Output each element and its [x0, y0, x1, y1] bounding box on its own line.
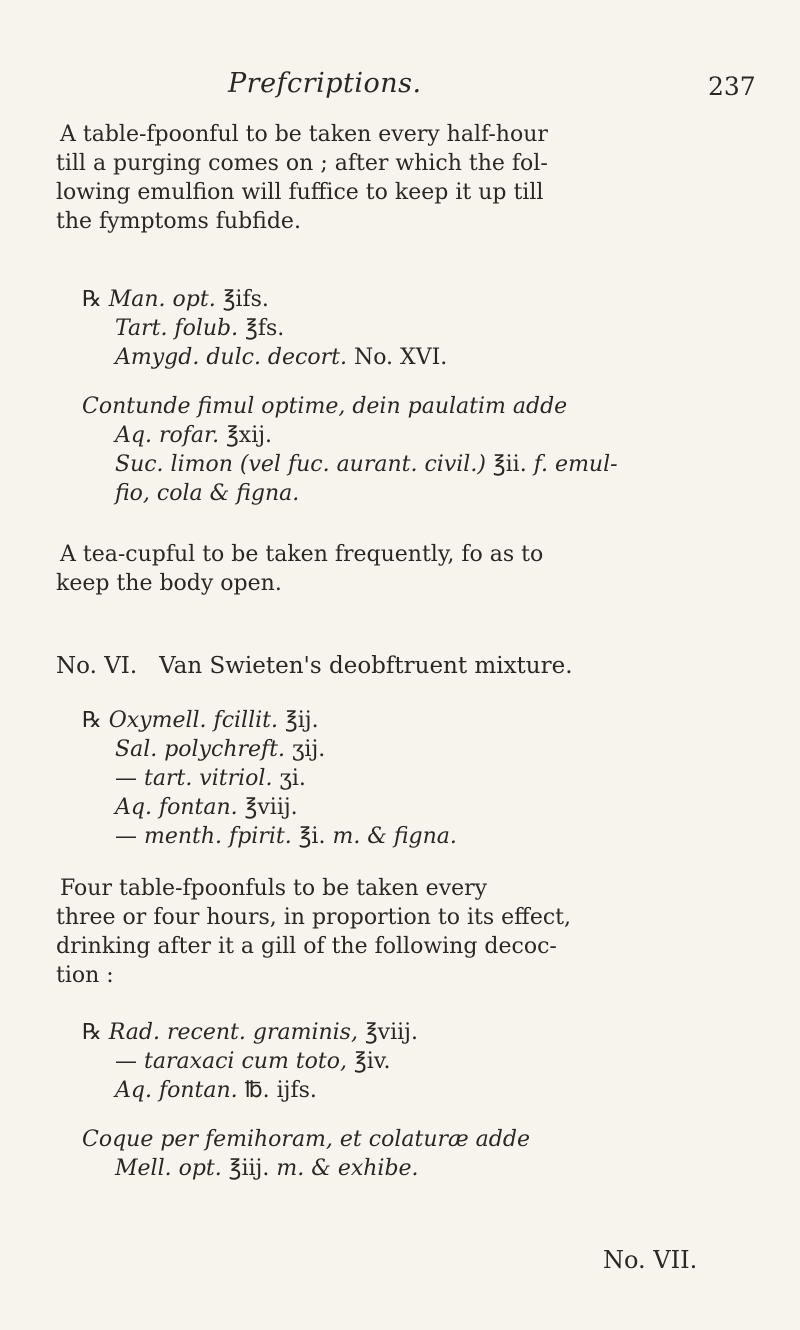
running-title: Prefcriptions. — [228, 68, 422, 99]
quantity: ʒij. — [292, 737, 326, 762]
running-head — [0, 68, 800, 108]
paragraph-line: till a purging comes on ; after which the fol- — [56, 151, 548, 176]
ingredient: Aq. fontan. — [115, 795, 238, 820]
rx-line — [115, 421, 272, 450]
paragraph-line: lowing emulfion will fuffice to keep it up till — [56, 180, 544, 205]
rx-line — [115, 1076, 317, 1105]
section-heading: No. VI. Van Swieten's deobftruent mixture. — [56, 653, 573, 679]
ingredient: menth. fpirit. — [144, 824, 292, 849]
paragraph-line: three or four hours, in proportion to its effect, — [56, 905, 571, 930]
paragraph-line: tion : — [56, 963, 114, 988]
ingredient: Man. opt. — [108, 287, 216, 312]
rx-line — [115, 1154, 419, 1183]
ingredient: Amygd. dulc. decort. — [115, 345, 347, 370]
quantity: ℥viij. — [244, 795, 298, 820]
paragraph-line: A table-fpoonful to be taken every half-hour — [60, 122, 548, 147]
ingredient: Oxymell. fcillit. — [108, 708, 278, 733]
rx-line — [82, 285, 269, 314]
catchword: No. VII. — [603, 1246, 698, 1274]
quantity: ℔. ijfs. — [244, 1078, 317, 1103]
instruction: f. emul- — [533, 452, 618, 477]
quantity: ℥ij. — [285, 708, 319, 733]
rx-instruction — [82, 392, 567, 421]
instruction: Coque per femihoram, et colaturæ adde — [82, 1127, 530, 1152]
ingredient: Aq. rofar. — [115, 423, 220, 448]
ingredient: Aq. fontan. — [115, 1078, 238, 1103]
paragraph-line: drinking after it a gill of the following decoc- — [56, 934, 557, 959]
ingredient: Suc. limon (vel fuc. aurant. civil.) — [115, 452, 486, 477]
paragraph-2 — [56, 540, 746, 598]
rx-line — [115, 343, 447, 372]
recipe-symbol: ℞ — [82, 708, 102, 733]
paragraph-line: A tea-cupful to be taken frequently, fo as to — [60, 542, 544, 567]
ditto-dash: — — [115, 766, 137, 791]
instruction: Contunde fimul optime, dein paulatim adde — [82, 394, 568, 419]
quantity: ℥fs. — [245, 316, 285, 341]
ingredient: Mell. opt. — [115, 1156, 222, 1181]
page-number: 237 — [708, 72, 756, 101]
quantity: ℥ii. — [492, 452, 527, 477]
instruction: m. & figna. — [332, 824, 457, 849]
rx-line — [82, 706, 319, 735]
paragraph-line: the fymptoms fubfide. — [56, 209, 301, 234]
ingredient: Tart. folub. — [115, 316, 239, 341]
paragraph-1 — [56, 120, 746, 236]
ditto-dash: — — [115, 824, 137, 849]
rx-line — [115, 735, 325, 764]
instruction: m. & exhibe. — [276, 1156, 419, 1181]
recipe-symbol: ℞ — [82, 287, 102, 312]
recipe-symbol: ℞ — [82, 1020, 102, 1045]
ingredient: Sal. polychreft. — [115, 737, 286, 762]
quantity: No. XVI. — [353, 345, 448, 370]
rx-instruction — [82, 1125, 530, 1154]
rx-line — [115, 479, 299, 508]
quantity: ℥iij. — [228, 1156, 270, 1181]
rx-line — [82, 1018, 418, 1047]
ingredient: tart. vitriol. — [144, 766, 273, 791]
quantity: ℥ifs. — [222, 287, 269, 312]
quantity: ℥i. — [298, 824, 326, 849]
paragraph-line: keep the body open. — [56, 571, 282, 596]
rx-line — [115, 1047, 391, 1076]
paragraph-line: Four table-fpoonfuls to be taken every — [60, 876, 488, 901]
quantity: ℥viij. — [364, 1020, 418, 1045]
rx-line — [115, 822, 457, 851]
instruction: fio, cola & figna. — [115, 481, 300, 506]
rx-line — [115, 314, 284, 343]
quantity: ℥iv. — [353, 1049, 391, 1074]
quantity: ʒi. — [279, 766, 306, 791]
rx-line — [115, 450, 618, 479]
ingredient: taraxaci cum toto, — [144, 1049, 347, 1074]
quantity: ℥xij. — [226, 423, 273, 448]
paragraph-3 — [56, 874, 746, 990]
ditto-dash: — — [115, 1049, 137, 1074]
rx-line — [115, 793, 298, 822]
rx-line — [115, 764, 306, 793]
ingredient: Rad. recent. graminis, — [108, 1020, 358, 1045]
